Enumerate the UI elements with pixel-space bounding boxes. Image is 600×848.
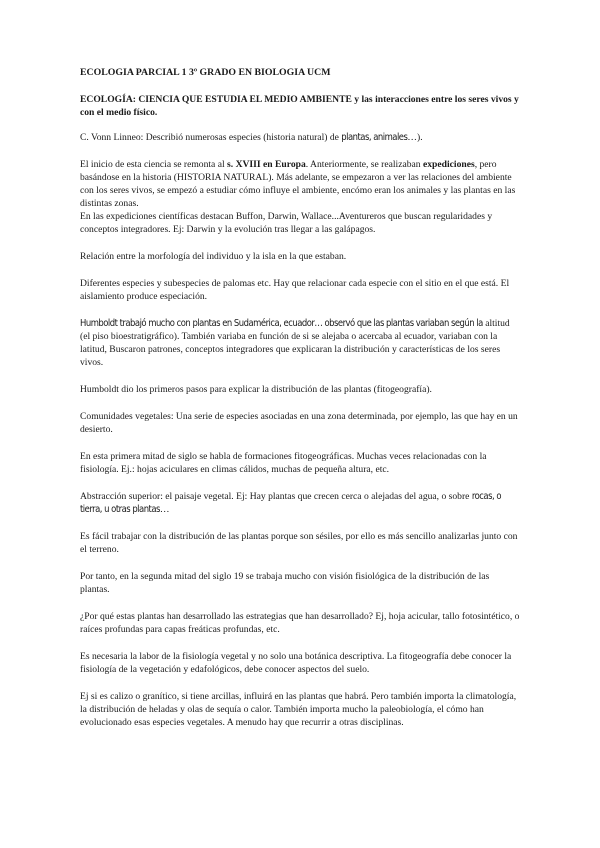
paragraph-species: Diferentes especies y subespecies de palomas etc. Hay que relacionar cada especie con el sitio en el que está. El aislamiento produce especiación. [80, 278, 510, 302]
paragraph-soil-climate: Ej si es calizo o granítico, si tiene arcillas, influirá en las plantas que habrá. Pero también importa la climatología, la distribución de heladas y olas de sequía o calor. También importa mucho la paleobiología, el cómo han evolucionado esas especies vegetales. A menudo hay que recurrir a otras disciplinas. [80, 691, 517, 728]
paragraph-strategies: ¿Por qué estas plantas han desarrollado las estrategias que han desarrollado? Ej, hoja acicular, tallo fotosintético, o raíces profundas para capas freáticas profundas, etc. [80, 611, 520, 635]
paragraph-landscape [80, 490, 520, 516]
paragraph-morphology: Relación entre la morfología del individuo y la isla en la que estaban. [80, 251, 347, 262]
paragraph-origin [80, 158, 520, 210]
paragraph-communities: Comunidades vegetales: Una serie de especies asociadas en una zona determinada, por ejemplo, las que hay en un desierto. [80, 411, 518, 435]
paragraph-physiology: Es necesaria la labor de la fisiología vegetal y no solo una botánica descriptiva. La fitogeografía debe conocer la fisiología de la vegetación y edafológicos, debe conocer aspectos del suelo. [80, 651, 512, 675]
paragraph-humboldt-highlight: Humboldt trabajó mucho con plantas en Sudamérica, ecuador… observó que las plantas variaban según la [80, 318, 483, 329]
paragraph-physiological-view: Por tanto, en la segunda mitad del siglo 19 se trabaja mucho con visión fisiológica de la distribución de las plantas. [80, 571, 490, 595]
paragraph-landscape-highlight: rocas, o tierra, u otras plantas [80, 491, 501, 515]
paragraph-landscape-text: Abstracción superior: el paisaje vegetal. Ej: Hay plantas que crecen cerca o alejadas del agua, o sobre [80, 491, 472, 502]
paragraph-linneo-text: C. Vonn Linneo: Describió numerosas especies (historia natural) de [80, 132, 342, 143]
document-subtitle: ECOLOGÍA: CIENCIA QUE ESTUDIA EL MEDIO AMBIENTE y las interacciones entre los seres vivos y con el medio físico. [80, 94, 519, 118]
paragraph-humboldt-text: altitud (el piso bioestratigráfico). También variaba en función de si se alejaba o acercaba al ecuador, variaban con la latitud, Buscaron patrones, conceptos integradores que explicaran la distribución y características de los seres vivos. [80, 318, 510, 368]
paragraph-humboldt [80, 317, 520, 369]
paragraph-linneo-end: …). [407, 132, 423, 143]
paragraph-origin-e: , pero basándose en la historia (HISTORIA NATURAL). Más adelante, se empezaron a ver las relaciones del ambiente con los seres vivos, se empezó a estudiar cómo influye el ambiente, encómo eran los animales y las plantas en las distintas zonas. [80, 159, 516, 209]
paragraph-expeditions: En las expediciones científicas destacan Buffon, Darwin, Wallace...Aventureros que buscan regularidades y conceptos integradores. Ej: Darwin y la evolución tras llegar a las galápagos. [80, 211, 493, 235]
paragraph-sessile: Es fácil trabajar con la distribución de las plantas porque son sésiles, por ello es más sencillo analizarlas junto con el terreno. [80, 531, 518, 555]
paragraph-origin-c: . Anteriormente, se realizaban [305, 159, 423, 170]
paragraph-linneo-highlight: plantas, animales [341, 132, 408, 143]
paragraph-origin-expeditions: expediciones [423, 159, 475, 170]
document-body [80, 66, 520, 743]
paragraph-landscape-end: … [159, 504, 170, 515]
paragraph-phytogeography: Humboldt dio los primeros pasos para explicar la distribución de las plantas (fitogeografía). [80, 384, 432, 395]
paragraph-formations: En esta primera mitad de siglo se habla de formaciones fitogeográficas. Muchas veces relacionadas con la fisiología. Ej.: hojas aciculares en climas cálidos, muchas de pequeña altura, etc. [80, 451, 487, 475]
paragraph-origin-a: El inicio de esta ciencia se remonta al [80, 159, 228, 170]
paragraph-origin-century: s. XVIII en Europa [227, 159, 306, 170]
document-title: ECOLOGIA PARCIAL 1 3º GRADO EN BIOLOGIA UCM [80, 67, 331, 78]
paragraph-linneo [80, 131, 520, 144]
